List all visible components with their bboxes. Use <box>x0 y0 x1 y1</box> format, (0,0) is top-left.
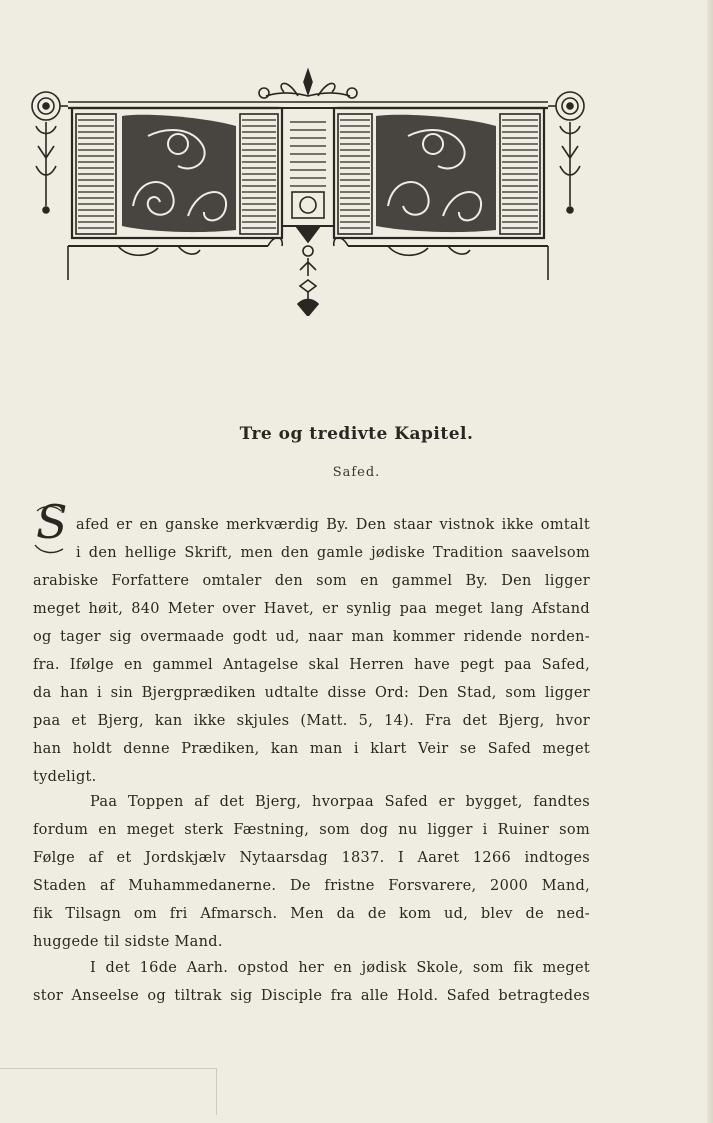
page-edge-shadow <box>707 0 713 1123</box>
paragraph-line: da han i sin Bjergprædiken udtalte disse Ord: Den Stad, som ligger <box>33 685 590 701</box>
paragraph-line: han holdt denne Prædiken, kan man i klart Veir se Safed meget <box>33 741 590 757</box>
paragraph-line: afed er en ganske merkværdig By. Den staar vistnok ikke omtalt <box>76 517 590 533</box>
paragraph-line: paa et Bjerg, kan ikke skjules (Matt. 5, 14). Fra det Bjerg, hvor <box>33 713 590 729</box>
paragraph-line: arabiske Forfattere omtaler den som en gammel By. Den ligger <box>33 573 590 589</box>
paragraph-line: Staden af Muhammedanerne. De fristne Forsvarere, 2000 Mand, <box>33 878 590 894</box>
chapter-headpiece-ornament <box>28 66 588 316</box>
paragraph-line: Følge af et Jordskjælv Nytaarsdag 1837. I Aaret 1266 indtoges <box>33 850 590 866</box>
paragraph-line: stor Anseelse og tiltrak sig Disciple fra alle Hold. Safed betragtedes <box>33 988 590 1004</box>
paragraph-line: fra. Ifølge en gammel Antagelse skal Herren have pegt paa Safed, <box>33 657 590 673</box>
drop-cap-letter: S <box>36 495 68 549</box>
paragraph-line: meget høit, 840 Meter over Havet, er synlig paa meget lang Afstand <box>33 601 590 617</box>
paragraph-line: i den hellige Skrift, men den gamle jødiske Tradition saavelsom <box>76 545 590 561</box>
paragraph-line: huggede til sidste Mand. <box>33 934 223 950</box>
paragraph-line: Paa Toppen af det Bjerg, hvorpaa Safed er bygget, fandtes <box>90 794 590 810</box>
paragraph-line: tydeligt. <box>33 769 97 785</box>
page-corner-mark <box>0 1068 217 1115</box>
chapter-subtitle: Safed. <box>332 465 381 480</box>
chapter-title: Tre og tredivte Kapitel. <box>239 424 474 444</box>
paragraph-line: fordum en meget sterk Fæstning, som dog nu ligger i Ruiner som <box>33 822 590 838</box>
paragraph-line: I det 16de Aarh. opstod her en jødisk Skole, som fik meget <box>90 960 590 976</box>
paragraph-line: og tager sig overmaade godt ud, naar man kommer ridende norden- <box>33 629 590 645</box>
paragraph-line: fik Tilsagn om fri Afmarsch. Men da de kom ud, blev de ned- <box>33 906 590 922</box>
drop-cap <box>33 495 71 557</box>
